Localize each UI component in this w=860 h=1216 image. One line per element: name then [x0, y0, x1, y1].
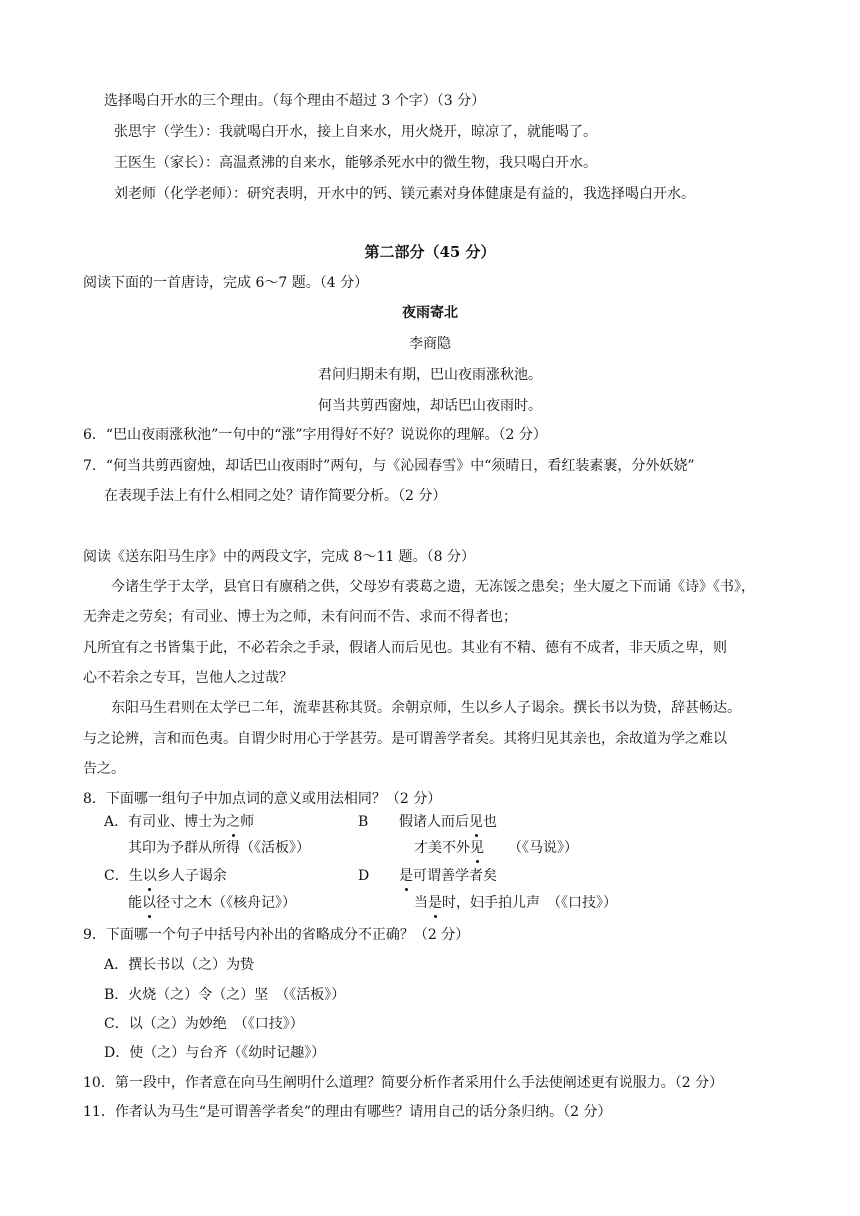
passage-line-6: 与之论辨，言和而色夷。自谓少时用心于学甚劳。是可谓善学者矣。其将归见其亲也，余故道为学之难以: [83, 731, 727, 747]
passage-intro: 阅读《送东阳马生序》中的两段文字，完成 8～11 题。（8 分）: [83, 549, 475, 565]
q8-option-c-line-2: 能以径寸之木（《核舟记》）: [128, 895, 296, 911]
poem-line-1: 君问归期未有期，巴山夜雨涨秋池。: [318, 367, 542, 383]
part2-heading: 第二部分（45 分）: [364, 243, 496, 261]
question-7-line-1: 7．“何当共剪西窗烛，却话巴山夜雨时”两句，与《沁园春雪》中“须晴日，看红装素裹，分外妖娆”: [83, 458, 695, 474]
question-11: 11．作者认为马生“是可谓善学者矣”的理由有哪些？请用自己的话分条归纳。（2 分）: [83, 1104, 612, 1120]
emphasis-dot-char: 见: [470, 840, 484, 856]
passage-line-4: 心不若余之专耳，岂他人之过哉？: [83, 670, 293, 686]
q8-option-b-label: B: [358, 814, 369, 830]
poem-title: 夜雨寄北: [402, 305, 458, 321]
speaker-line-doctor: 王医生（家长）：高温煮沸的自来水，能够杀死水中的微生物，我只喝白开水。: [114, 155, 597, 171]
passage-line-3: 凡所宜有之书皆集于此，不必若余之手录，假诸人而后见也。其业有不精、德有不成者，非天质之卑，则: [83, 640, 727, 656]
q8-option-d-label: D: [358, 868, 370, 884]
passage-line-5: 东阳马生君则在太学已二年，流辈甚称其贤。余朝京师，生以乡人子谒余。撰长书以为贽，辞甚畅达。: [111, 700, 741, 716]
emphasis-dot-char: 见: [469, 814, 483, 830]
speaker-line-teacher: 刘老师（化学老师）：研究表明，开水中的钙、镁元素对身体健康是有益的，我选择喝白开水。: [114, 186, 695, 202]
q8-option-d-line-1: 是可谓善学者矣: [399, 868, 497, 884]
question-8-stem: 8．下面哪一组句子中加点词的意义或用法相同？（2 分）: [83, 791, 442, 807]
q9-option-a: A．撰长书以（之）为贽: [104, 957, 255, 973]
emphasis-dot-char: 以: [142, 895, 156, 911]
question-6: 6．“巴山夜雨涨秋池”一句中的“涨”字用得好不好？说说你的理解。（2 分）: [83, 427, 547, 443]
question-9-stem: 9．下面哪一个句子中括号内补出的省略成分不正确？（2 分）: [83, 927, 470, 943]
question-7-line-2: 在表现手法上有什么相同之处？请作简要分析。（2 分）: [104, 488, 447, 504]
passage-line-7: 告之。: [83, 761, 125, 777]
poem-author: 李商隐: [409, 336, 451, 352]
q9-option-b: B．火烧（之）令（之）坚 （《活板》）: [104, 987, 346, 1003]
question-10: 10．第一段中，作者意在向马生阐明什么道理？简要分析作者采用什么手法使阐述更有说服力。（2 分）: [83, 1075, 724, 1091]
speaker-line-student: 张思宇（学生）：我就喝白开水，接上自来水，用火烧开，晾凉了，就能喝了。: [114, 124, 597, 140]
passage-line-2: 无奔走之劳矣；有司业、博士为之师，未有问而不告、求而不得者也；: [83, 609, 517, 625]
emphasis-dot-char: 是: [399, 868, 413, 884]
emphasis-dot-char: 是: [428, 895, 442, 911]
question-line: 选择喝白开水的三个理由。（每个理由不超过 3 个字）（3 分）: [104, 93, 486, 109]
poem-line-2: 何当共剪西窗烛，却话巴山夜雨时。: [318, 398, 542, 414]
emphasis-dot-char: 之: [226, 814, 241, 830]
poem-intro: 阅读下面的一首唐诗，完成 6～7 题。（4 分）: [83, 275, 369, 291]
q8-option-a-line-1: A．有司业、博士为之师: [104, 814, 255, 830]
q8-option-a-line-2: 其印为予群从所得（《活板》）: [128, 840, 310, 856]
q8-option-b-line-2: 才美不外见 （《马说》）: [414, 840, 578, 856]
emphasis-dot-char: 以: [142, 868, 157, 884]
q8-option-d-line-2: 当是时，妇手拍儿声 （《口技》）: [414, 895, 617, 911]
q9-option-c: C．以（之）为妙绝 （《口技》）: [104, 1016, 304, 1032]
q8-option-c-line-1: C．生以乡人子谒余: [104, 868, 227, 884]
passage-line-1: 今诸生学于太学，县官日有廪稍之供，父母岁有裘葛之遗，无冻馁之患矣；坐大厦之下而诵《诗》《书》，: [111, 579, 755, 595]
q9-option-d: D．使（之）与台齐（《幼时记趣》）: [104, 1045, 326, 1061]
q8-option-b-line-1: 假诸人而后见也: [399, 814, 497, 830]
